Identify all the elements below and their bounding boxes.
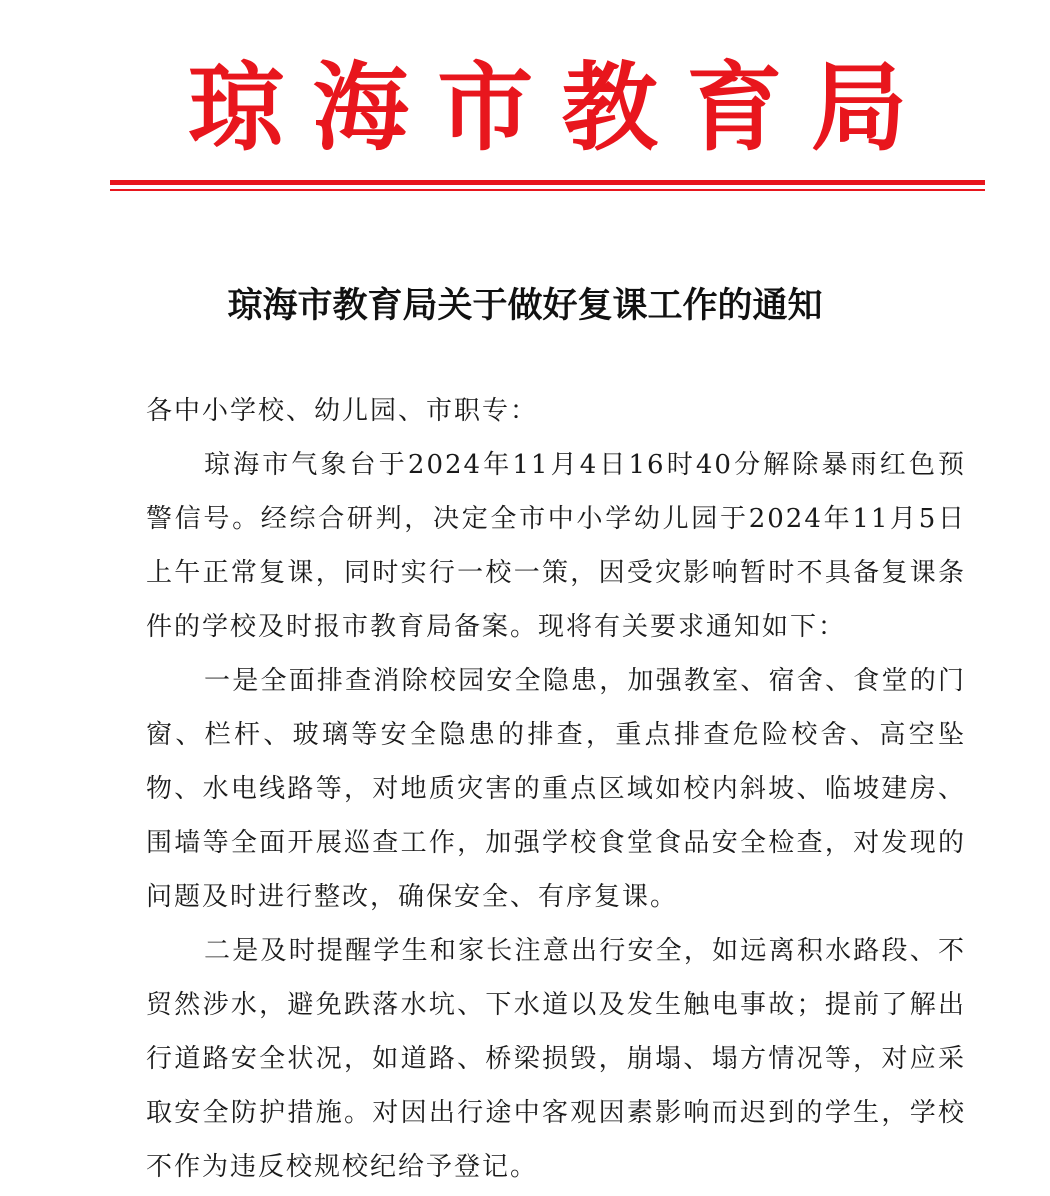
- salutation: 各中小学校、幼儿园、市职专：: [146, 396, 539, 426]
- letterhead-char: 海: [312, 51, 409, 164]
- paragraph-item-1: 一是全面排查消除校园安全隐患，加强教室、宿舍、食堂的门窗、栏杆、玻璃等安全隐患的排查，重点排查危险校舍、高空坠物、水电线路等，对地质灾害的重点区域如校内斜坡、临坡建房、围墙等全面开展巡查工作，加强学校食堂食品安全检查，对发现的问题及时进行整改，确保安全、有序复课。: [146, 666, 966, 912]
- letterhead-rule-thick: [110, 180, 985, 185]
- paragraph-intro: 琼海市气象台于2024年11月4日16时40分解除暴雨红色预警信号。经综合研判，决定全市中小学幼儿园于2024年11月5日上午正常复课，同时实行一校一策，因受灾影响暂时不具备复课条件的学校及时报市教育局备案。现将有关要求通知如下：: [146, 450, 966, 642]
- letterhead-char: 琼: [188, 51, 284, 164]
- letterhead-char: 教: [561, 51, 658, 164]
- letterhead-char: 育: [686, 51, 783, 164]
- document-body: [146, 384, 966, 1194]
- letterhead-char: 市: [437, 51, 534, 164]
- letterhead-char: 局: [810, 51, 907, 164]
- letterhead-rule-thin: [110, 189, 985, 191]
- letterhead-title: [110, 52, 985, 164]
- paragraph-item-2: 二是及时提醒学生和家长注意出行安全，如远离积水路段、不贸然涉水，避免跌落水坑、下水道以及发生触电事故；提前了解出行道路安全状况，如道路、桥梁损毁，崩塌、塌方情况等，对应采取安全防护措施。对因出行途中客观因素影响而迟到的学生，学校不作为违反校规校纪给予登记。: [146, 936, 966, 1182]
- document-title: 琼海市教育局关于做好复课工作的通知: [227, 285, 823, 326]
